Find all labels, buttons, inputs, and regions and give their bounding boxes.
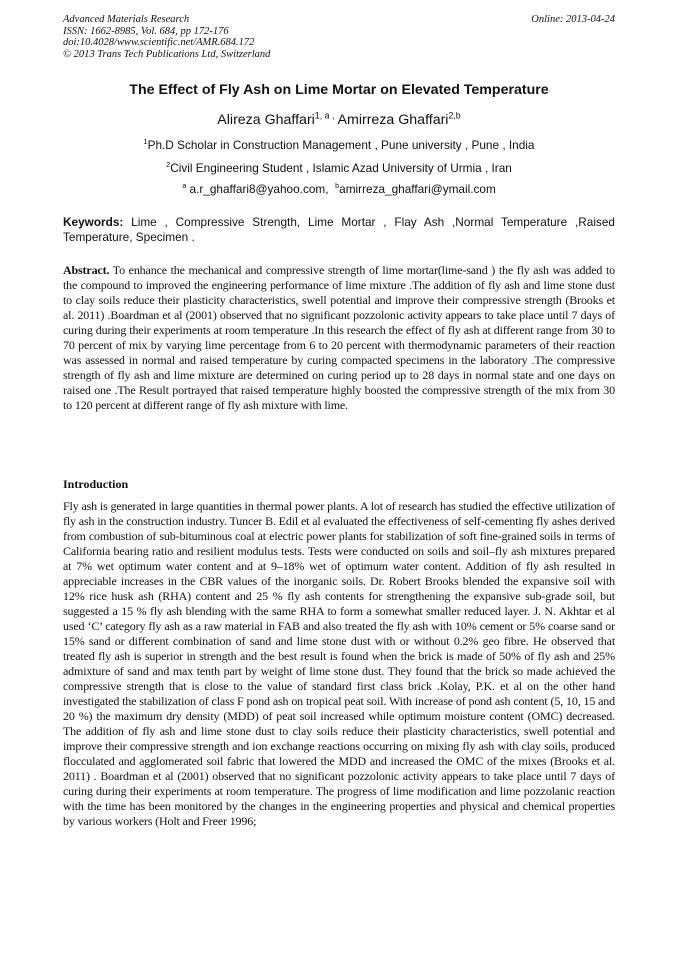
journal-doi: doi:10.4028/www.scientific.net/AMR.684.172 [63, 37, 255, 48]
affiliation-2-sup: 2 [166, 160, 171, 170]
abstract-text: To enhance the mechanical and compressive strength of lime mortar(lime-sand ) the fly ash was added to the compound to improved the engineering performance of lime mixture .The addition of fly ash and lime stone dust to clay soils reduce their plasticity characteristics, swell potential and improve their compressive strength (Brooks et al. 2011) .Boardman et al (2001) observed that no significant pozzolonic activity appears to take place until 7 days of curing during their experiments at room temperature .In this research the effect of fly ash at different range from 30 to 70 percent of mix by varying lime percentage from 6 to 20 percent with thermodynamic parameters of their reaction was assessed in normal and raised temperature by curing compacted specimens in the laboratory .The compressive strength of fly ash and lime mixture are determined on curing period up to 28 days in normal state and one days on raised one .The Result portrayed that raised temperature highly boosted the compressive strength of the mix from 30 to 120 percent at different range of fly ash mixture with lime. [63, 263, 615, 412]
keywords-label: Keywords: [63, 215, 124, 229]
email-b-sup: b [335, 181, 340, 191]
online-date: Online: 2013-04-24 [531, 14, 615, 25]
email-a[interactable]: a.r_ghaffari8@yahoo.com, [186, 182, 329, 196]
introduction-heading: Introduction [63, 477, 129, 491]
keywords [63, 215, 615, 244]
affiliation-2 [40, 161, 638, 175]
affiliation-1-sup: 1 [143, 137, 148, 147]
introduction-body: Fly ash is generated in large quantities in thermal power plants. A lot of research has studied the effective utilization of fly ash in the construction industry. Tuncer B. Edil et al evaluated the effectiveness of self-cementing fly ashes derived from combustion of sub-bituminous coal at electric power plants for stabilization of soft fine-grained soils in terms of California bearing ratio and resilient modulus tests. Tests were conducted on soils and soil–fly ash mixtures prepared at 7% wet optimum water content and at 9–18% wet of optimum water content. Addition of fly ash resulted in appreciable increases in the CBR values of the inorganic soils. Dr. Robert Brooks blended the expansive soil with 12% rice husk ash (RHA) content and 25 % fly ash contents for strengthening the expansive sub-grade soil, but suggested a 15 % fly ash blending with the same RHA to form a somewhat smaller reduced layer. J. N. Akhtar et al used ‘C’ category fly ash as a raw material in FAB and also treated the fly ash with 10% cement or 5% coarse sand or 15% sand or different combination of sand and lime stone dust with or without 0.2% geo fibre. He observed that treated fly ash is superior in strength and the best result is found when the brick is made of 50% of fly ash and 25% admixture of sand and max tenth part by weight of lime stone dust. They found that the brick so made achieved the compressive strength that is close to the value of standard first class brick .Kolay, P.K. et al on the other hand investigated the stabilization of class F pond ash on tropical peat soil. With increase of pond ash content (5, 10, 15 and 20 %) the maximum dry density (MDD) of peat soil increased while optimum moisture content (OMC) decreased. The addition of fly ash and lime stone dust to clay soils reduce their plasticity characteristics, swell potential and improve their compressive strength and ion exchange reactions occurring on mixing fly ash with clay soils, produced flocculated and agglomerated soil fabric that lowered the MDD and increased the OMC of the mixes (Brooks et al. 2011) . Boardman et al (2001) observed that no significant pozzolonic activity appears to take place until 7 days of curing during their experiments at room temperature. The progress of lime modification and lime pozzolanic reaction with the time has been monitored by the changes in the engineering properties and physical and chemical properties by various workers (Holt and Freer 1996; [63, 499, 615, 828]
email-b[interactable]: amirreza_ghaffari@ymail.com [339, 182, 496, 196]
journal-header [63, 14, 615, 60]
author-1-sup: 1, a , [314, 110, 335, 121]
affiliation-2-text: Civil Engineering Student , Islamic Azad University of Urmia , Iran [170, 161, 512, 175]
author-2: Amirreza Ghaffari [334, 112, 449, 128]
paper-title: The Effect of Fly Ash on Lime Mortar on Elevated Temperature [129, 82, 549, 98]
journal-issn: ISSN: 1662-8985, Vol. 684, pp 172-176 [63, 25, 229, 37]
author-emails [40, 182, 638, 196]
author-1: Alireza Ghaffari [217, 112, 315, 128]
keywords-text: Lime , Compressive Strength, Lime Mortar , Flay Ash ,Normal Temperature ,Raised Temperature, Specimen . [63, 215, 615, 244]
email-a-sup: a [182, 181, 187, 191]
author-2-sup: 2,b [448, 110, 461, 121]
journal-copyright: © 2013 Trans Tech Publications Ltd, Switzerland [63, 48, 271, 60]
affiliation-1 [40, 138, 638, 152]
abstract [63, 263, 615, 413]
affiliation-1-text: Ph.D Scholar in Construction Management , Pune university , Pune , India [147, 138, 535, 152]
journal-name: Advanced Materials Research [63, 14, 190, 25]
author-line [40, 112, 638, 128]
abstract-label: Abstract. [63, 263, 110, 277]
